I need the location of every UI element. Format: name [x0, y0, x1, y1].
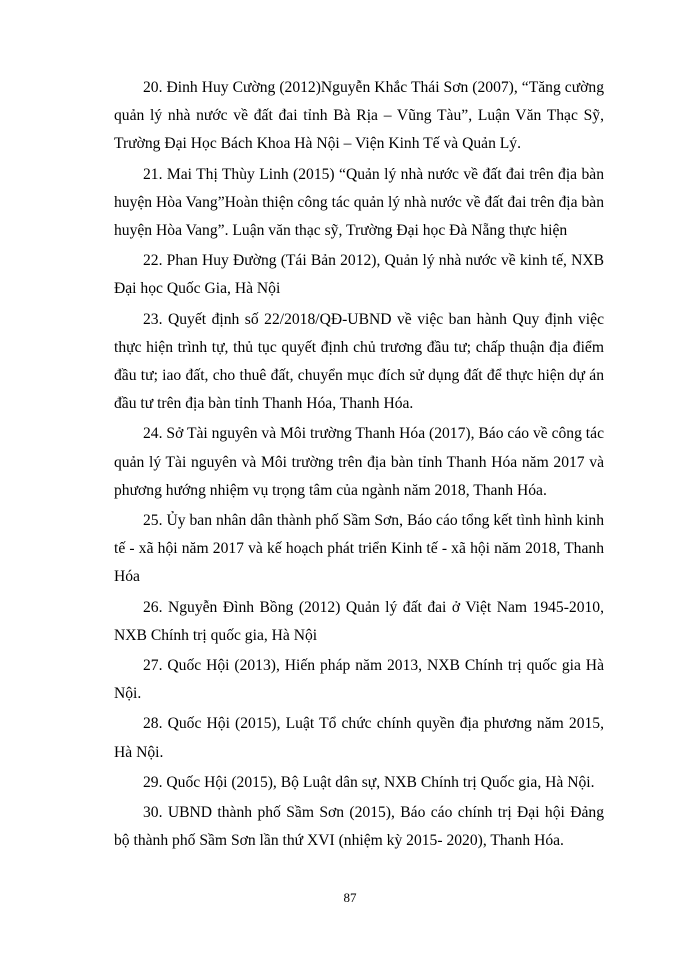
reference-item-21: 21. Mai Thị Thùy Linh (2015) “Quản lý nhà nước về đất đai trên địa bàn huyện Hòa Vang”Hoàn thiện công tác quản lý nhà nước về đất đai trên địa bàn huyện Hòa Vang”. Luận văn thạc sỹ, Trường Đại học Đà Nẵng thực hiện	[114, 165, 604, 240]
reference-list	[114, 74, 604, 857]
reference-item-27: 27. Quốc Hội (2013), Hiến pháp năm 2013, NXB Chính trị quốc gia Hà Nội.	[114, 657, 604, 703]
reference-item-30: 30. UBND thành phố Sầm Sơn (2015), Báo cáo chính trị Đại hội Đảng bộ thành phố Sầm Sơn lần thứ XVI (nhiệm kỳ 2015- 2020), Thanh Hóa.	[114, 804, 604, 850]
reference-item-22: 22. Phan Huy Đường (Tái Bản 2012), Quản lý nhà nước về kinh tế, NXB Đại học Quốc Gia, Hà Nội	[114, 252, 604, 298]
reference-item-26: 26. Nguyễn Đình Bồng (2012) Quản lý đất đai ở Việt Nam 1945-2010, NXB Chính trị quốc gia, Hà Nội	[114, 598, 604, 644]
reference-item-28: 28. Quốc Hội (2015), Luật Tổ chức chính quyền địa phương năm 2015, Hà Nội.	[114, 715, 604, 761]
page-number: 87	[343, 890, 357, 905]
reference-item-25: 25. Ủy ban nhân dân thành phố Sầm Sơn, Báo cáo tổng kết tình hình kinh tế - xã hội năm 2017 và kế hoạch phát triển Kinh tế - xã hội năm 2018, Thanh Hóa	[114, 512, 604, 586]
reference-item-20: 20. Đinh Huy Cường (2012)Nguyễn Khắc Thái Sơn (2007), “Tăng cường quản lý nhà nước về đất đai tỉnh Bà Rịa – Vũng Tàu”, Luận Văn Thạc Sỹ, Trường Đại Học Bách Khoa Hà Nội – Viện Kinh Tế và Quản Lý.	[114, 79, 604, 153]
reference-item-23: 23. Quyết định số 22/2018/QĐ-UBND về việc ban hành Quy định việc thực hiện trình tự, thủ tục quyết định chủ trương đầu tư; chấp thuận địa điểm đầu tư; iao đất, cho thuê đất, chuyển mục đích sử dụng đất để thực hiện dự án đầu tư trên địa bàn tỉnh Thanh Hóa, Thanh Hóa.	[114, 310, 604, 413]
reference-item-29: 29. Quốc Hội (2015), Bộ Luật dân sự, NXB Chính trị Quốc gia, Hà Nội.	[143, 773, 595, 791]
reference-item-24: 24. Sở Tài nguyên và Môi trường Thanh Hóa (2017), Báo cáo về công tác quản lý Tài nguyên và Môi trường trên địa bàn tỉnh Thanh Hóa năm 2017 và phương hướng nhiệm vụ trọng tâm của ngành năm 2018, Thanh Hóa.	[114, 425, 604, 499]
